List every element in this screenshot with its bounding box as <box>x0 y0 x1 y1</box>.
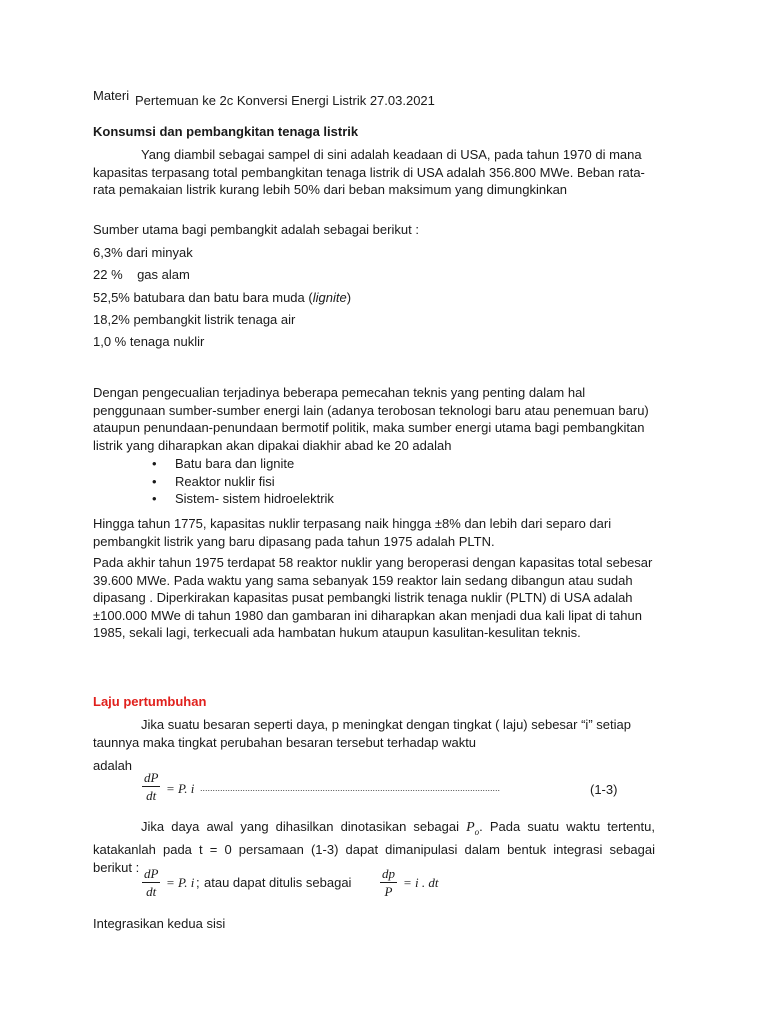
eq3-rhs: = i . dt <box>403 875 439 890</box>
eq3-fraction <box>380 866 397 901</box>
paragraph-1775: Hingga tahun 1775, kapasitas nuklir terpasang naik hingga ±8% dan lebih dari separo dari pembangkit listrik yang baru dipasang pada tahun 1975 adalah PLTN. <box>93 516 612 549</box>
paragraph-growth: Jika suatu besaran seperti daya, p meningkat dengan tingkat ( laju) sebesar “i” setiap taunnya maka tingkat perubahan besaran tersebut terhadap waktu <box>93 717 631 750</box>
bullet-item-coal: Batu bara dan lignite <box>175 456 295 471</box>
para2-text-a: Jika daya awal yang dihasilkan dinotasikan sebagai <box>141 819 467 834</box>
document-title: Pertemuan ke 2c Konversi Energi Listrik 27.03.2021 <box>135 93 435 108</box>
sources-intro: Sumber utama bagi pembangkit adalah sebagai berikut : <box>93 222 419 237</box>
source-item-hydro: 18,2% pembangkit listrik tenaga air <box>93 312 296 327</box>
paragraph-initial-power <box>93 818 655 876</box>
p0-symbol <box>466 820 479 835</box>
eq2-fraction <box>142 866 160 901</box>
eq2-semicolon: ; <box>196 875 200 890</box>
eq1-numerator: dP <box>144 770 159 785</box>
eq2-text: atau dapat ditulis sebagai <box>204 875 352 890</box>
paragraph-intro: Yang diambil sebagai sampel di sini adalah keadaan di USA, pada tahun 1970 di mana kapasitas terpasang total pembangkitan tenaga listrik di USA adalah 356.800 MWe. Beban rata-rata pemakaian listrik kurang lebih 50% dari beban maksimum yang dimungkinkan <box>93 147 645 197</box>
eq2-denominator: dt <box>146 884 157 899</box>
eq3-numerator: dp <box>382 866 395 881</box>
eq3-denominator: P <box>384 884 393 899</box>
bullet-icon: • <box>152 491 157 506</box>
integrate-line: Integrasikan kedua sisi <box>93 916 226 931</box>
bullet-icon: • <box>152 474 157 489</box>
bullet-item-reactor: Reaktor nuklir fisi <box>175 474 275 489</box>
bullet-item-hydro: Sistem- sistem hidroelektrik <box>175 491 334 506</box>
adalah-label: adalah <box>93 758 133 773</box>
eq2-numerator: dP <box>144 866 159 881</box>
p0-letter: P <box>466 820 475 835</box>
materi-label: Materi <box>93 88 130 103</box>
eq1-denominator: dt <box>146 788 157 803</box>
source-coal-italic: lignite <box>312 290 347 305</box>
eq2-rhs: = P. i <box>166 875 195 890</box>
source-item-coal <box>93 290 351 305</box>
eq1-fraction <box>142 770 160 805</box>
paragraph-exceptions: Dengan pengecualian terjadinya beberapa pemecahan teknis yang penting dalam hal penggunaan sumber-sumber energi lain (adanya terobosan teknologi baru atau penemuan baru) ataupun penundaan-penundaan bermotif politik, maka sumber energi utama bagi pembangkitan listrik yang diharapkan akan dipakai diakhir abad ke 20 adalah <box>93 385 649 453</box>
paragraph-1975: Pada akhir tahun 1975 terdapat 58 reaktor nuklir yang beroperasi dengan kapasitas total sebesar 39.600 MWe. Pada waktu yang sama sebanyak 159 reaktor lain sedang dibangun atau sudah dipasang . Diperkirakan kapasitas pusat pembangki listrik tenaga nuklir (PLTN) di USA adalah ±100.000 MWe di tahun 1980 dan gambaran ini diharapkan akan menjadi dua kali lipat di tahun 1985, sekali lagi, terkecuali ada hambatan hukum ataupun kasulitan-kesulitan teknis. <box>93 555 653 640</box>
source-item-gas: 22 % gas alam <box>93 267 190 282</box>
section-heading-konsumsi: Konsumsi dan pembangkitan tenaga listrik <box>93 124 359 139</box>
eq1-dots: ........................................................................................................................ <box>200 783 501 793</box>
eq1-rhs: = P. i <box>166 781 195 796</box>
source-item-nuclear: 1,0 % tenaga nuklir <box>93 334 205 349</box>
p0-subscript: o <box>474 826 480 837</box>
bullet-icon: • <box>152 456 157 471</box>
source-coal-close: ) <box>346 290 352 305</box>
source-coal-text: 52,5% batubara dan batu bara muda ( <box>93 290 313 305</box>
section-heading-laju: Laju pertumbuhan <box>93 694 207 709</box>
eq1-label: (1-3) <box>590 782 618 797</box>
para2-text-b: . Pada suatu waktu tertentu, katakanlah pada t = 0 persamaan (1-3) dapat dimanipulasi dalam bentuk integrasi sebagai berikut : <box>93 819 655 875</box>
source-item-oil: 6,3% dari minyak <box>93 245 193 260</box>
